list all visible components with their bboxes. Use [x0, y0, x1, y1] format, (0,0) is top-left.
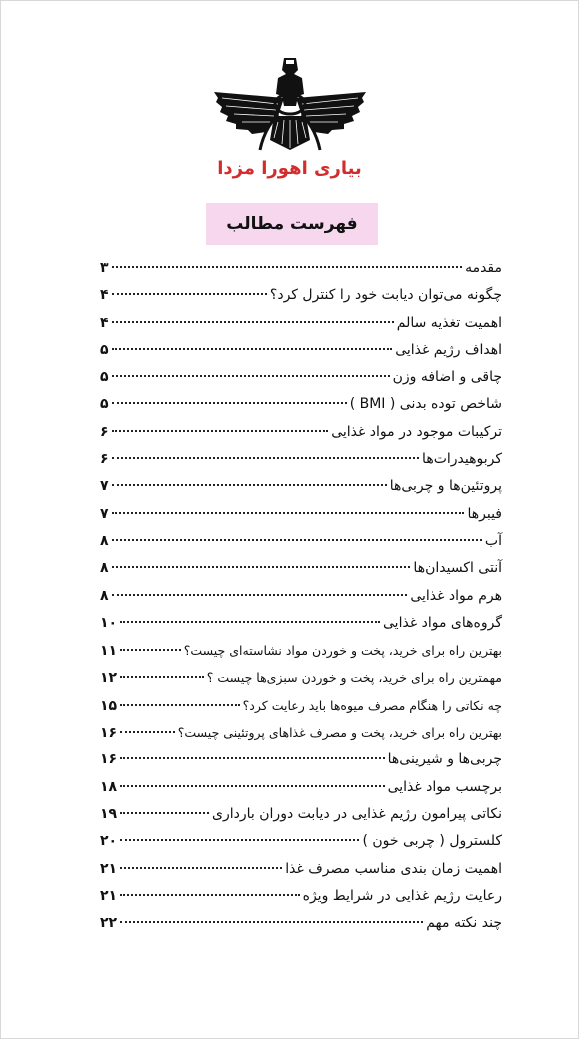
toc-dot-leader	[112, 566, 411, 568]
toc-entry-label: گروه‌های مواد غذایی	[383, 614, 502, 631]
toc-entry-page: ۶	[100, 423, 109, 440]
toc-entry-label: چگونه می‌توان دیابت خود را کنترل کرد؟	[269, 287, 502, 304]
toc-entry[interactable]	[100, 746, 502, 773]
toc-entry[interactable]	[100, 337, 502, 364]
toc-entry[interactable]	[100, 391, 502, 418]
toc-dot-leader	[120, 894, 300, 896]
toc-entry-page: ۸	[100, 532, 109, 549]
toc-entry[interactable]	[100, 719, 502, 746]
toc-dot-leader	[112, 321, 394, 323]
toc-entry-label: اهمیت تغذیه سالم	[396, 314, 502, 331]
toc-entry-page: ۱۹	[100, 805, 118, 822]
toc-entry[interactable]	[100, 856, 502, 883]
toc-entry-label: آنتی اکسیدان‌ها	[413, 560, 502, 577]
toc-entry-label: مهمترین راه برای خرید، پخت و خوردن سبزی‌ها چیست ؟	[206, 670, 502, 686]
toc-entry-label: چند نکته مهم	[426, 915, 502, 932]
toc-dot-leader	[120, 757, 385, 759]
toc-dot-leader	[120, 867, 282, 869]
toc-entry-page: ۵	[100, 396, 109, 413]
toc-entry[interactable]	[100, 446, 502, 473]
toc-entry-page: ۳	[100, 260, 109, 276]
toc-entry[interactable]	[100, 801, 502, 828]
toc-entry-page: ۵	[100, 369, 109, 386]
toc-entry-label: اهداف رژیم غذایی	[395, 341, 502, 358]
toc-entry-label: چاقی و اضافه وزن	[392, 369, 502, 386]
toc-entry-page: ۱۶	[100, 725, 118, 742]
toc-entry-label: پروتئین‌ها و چربی‌ها	[389, 478, 502, 495]
toc-entry[interactable]	[100, 473, 502, 500]
toc-entry-page: ۷	[100, 505, 109, 522]
toc-entry-label: بهترین راه برای خرید، پخت و خوردن مواد نشاسته‌ای چیست؟	[183, 643, 502, 659]
toc-entry-label: چه نکاتی را هنگام مصرف میوه‌ها باید رعایت کرد؟	[242, 697, 502, 713]
toc-entry-page: ۱۶	[100, 751, 118, 768]
toc-dot-leader	[120, 649, 181, 651]
toc-entry-page: ۲۲	[100, 915, 118, 932]
toc-entry-label: کربوهیدرات‌ها	[422, 451, 502, 468]
toc-dot-leader	[112, 266, 463, 268]
toc-entry[interactable]	[100, 419, 502, 446]
toc-entry-label: ترکیبات موجود در مواد غذایی	[331, 423, 502, 440]
toc-entry-page: ۷	[100, 478, 109, 495]
toc-entry-label: چربی‌ها و شیرینی‌ها	[387, 751, 502, 768]
toc-entry-label: مقدمه	[465, 260, 502, 276]
toc-dot-leader	[112, 512, 465, 514]
toc-entry-label: آب	[484, 532, 502, 549]
toc-entry-page: ۵	[100, 341, 109, 358]
toc-entry-label: نکاتی پیرامون رژیم غذایی در دیابت دوران بارداری	[212, 805, 502, 822]
toc-entry-page: ۶	[100, 451, 109, 468]
toc-title-box	[206, 203, 378, 245]
toc-entry-page: ۲۱	[100, 887, 118, 904]
toc-entry[interactable]	[100, 828, 502, 855]
toc-dot-leader	[112, 430, 329, 432]
toc-dot-leader	[112, 457, 420, 459]
toc-entry[interactable]	[100, 310, 502, 337]
toc-entry[interactable]	[100, 364, 502, 391]
toc-entry[interactable]	[100, 664, 502, 691]
toc-dot-leader	[120, 921, 423, 923]
toc-entry[interactable]	[100, 528, 502, 555]
toc-entry[interactable]	[100, 883, 502, 910]
toc-dot-leader	[120, 621, 380, 623]
toc-entry-label: کلسترول ( چربی خون )	[362, 833, 502, 850]
toc-entry-page: ۱۱	[100, 643, 118, 660]
blessing-text: بیاری اهورا مزدا	[217, 158, 362, 179]
toc-entry-label: هرم مواد غذایی	[410, 587, 502, 604]
toc-entry-label: فیبرها	[467, 505, 502, 522]
toc-entry-page: ۲۱	[100, 860, 118, 877]
toc-entry-page: ۸	[100, 587, 109, 604]
toc-entry-page: ۱۲	[100, 670, 118, 687]
faravahar-icon	[212, 50, 368, 154]
toc-entry-page: ۴	[100, 287, 109, 304]
toc-entry-label: بهترین راه برای خرید، پخت و مصرف غذاهای پروتئینی چیست؟	[177, 725, 502, 741]
toc-entry-page: ۴	[100, 314, 109, 331]
toc-entry-page: ۸	[100, 560, 109, 577]
toc-entry-label: رعایت رژیم غذایی در شرایط ویژه	[302, 887, 502, 904]
toc-dot-leader	[120, 731, 175, 733]
toc-entry[interactable]	[100, 910, 502, 937]
toc-title: فهرست مطالب	[226, 214, 358, 234]
toc-entry-page: ۱۵	[100, 697, 118, 714]
toc-entry-label: برچسب مواد غذایی	[387, 778, 502, 795]
toc-dot-leader	[112, 375, 390, 377]
toc-dot-leader	[112, 539, 482, 541]
toc-entry[interactable]	[100, 501, 502, 528]
toc-entry[interactable]	[100, 555, 502, 582]
toc-dot-leader	[120, 704, 240, 706]
toc-dot-leader	[120, 676, 204, 678]
toc-entry[interactable]	[100, 637, 502, 664]
toc-entry[interactable]	[100, 692, 502, 719]
toc-dot-leader	[120, 839, 359, 841]
toc-entry[interactable]	[100, 610, 502, 637]
toc-dot-leader	[120, 785, 385, 787]
toc-entry-page: ۱۰	[100, 614, 118, 631]
toc-entry-page: ۲۰	[100, 833, 118, 850]
toc-dot-leader	[112, 402, 347, 404]
toc-dot-leader	[112, 293, 267, 295]
toc-entry-page: ۱۸	[100, 778, 118, 795]
toc-dot-leader	[112, 484, 387, 486]
toc-dot-leader	[112, 348, 393, 350]
toc-entry[interactable]	[100, 774, 502, 801]
table-of-contents	[100, 255, 502, 937]
toc-entry-label: شاخص توده بدنی ( BMI )	[349, 396, 502, 413]
toc-entry[interactable]	[100, 583, 502, 610]
toc-entry[interactable]	[100, 255, 502, 282]
toc-entry[interactable]	[100, 282, 502, 309]
toc-dot-leader	[120, 812, 209, 814]
toc-entry-label: اهمیت زمان بندی مناسب مصرف غذا	[285, 860, 502, 877]
toc-dot-leader	[112, 594, 408, 596]
